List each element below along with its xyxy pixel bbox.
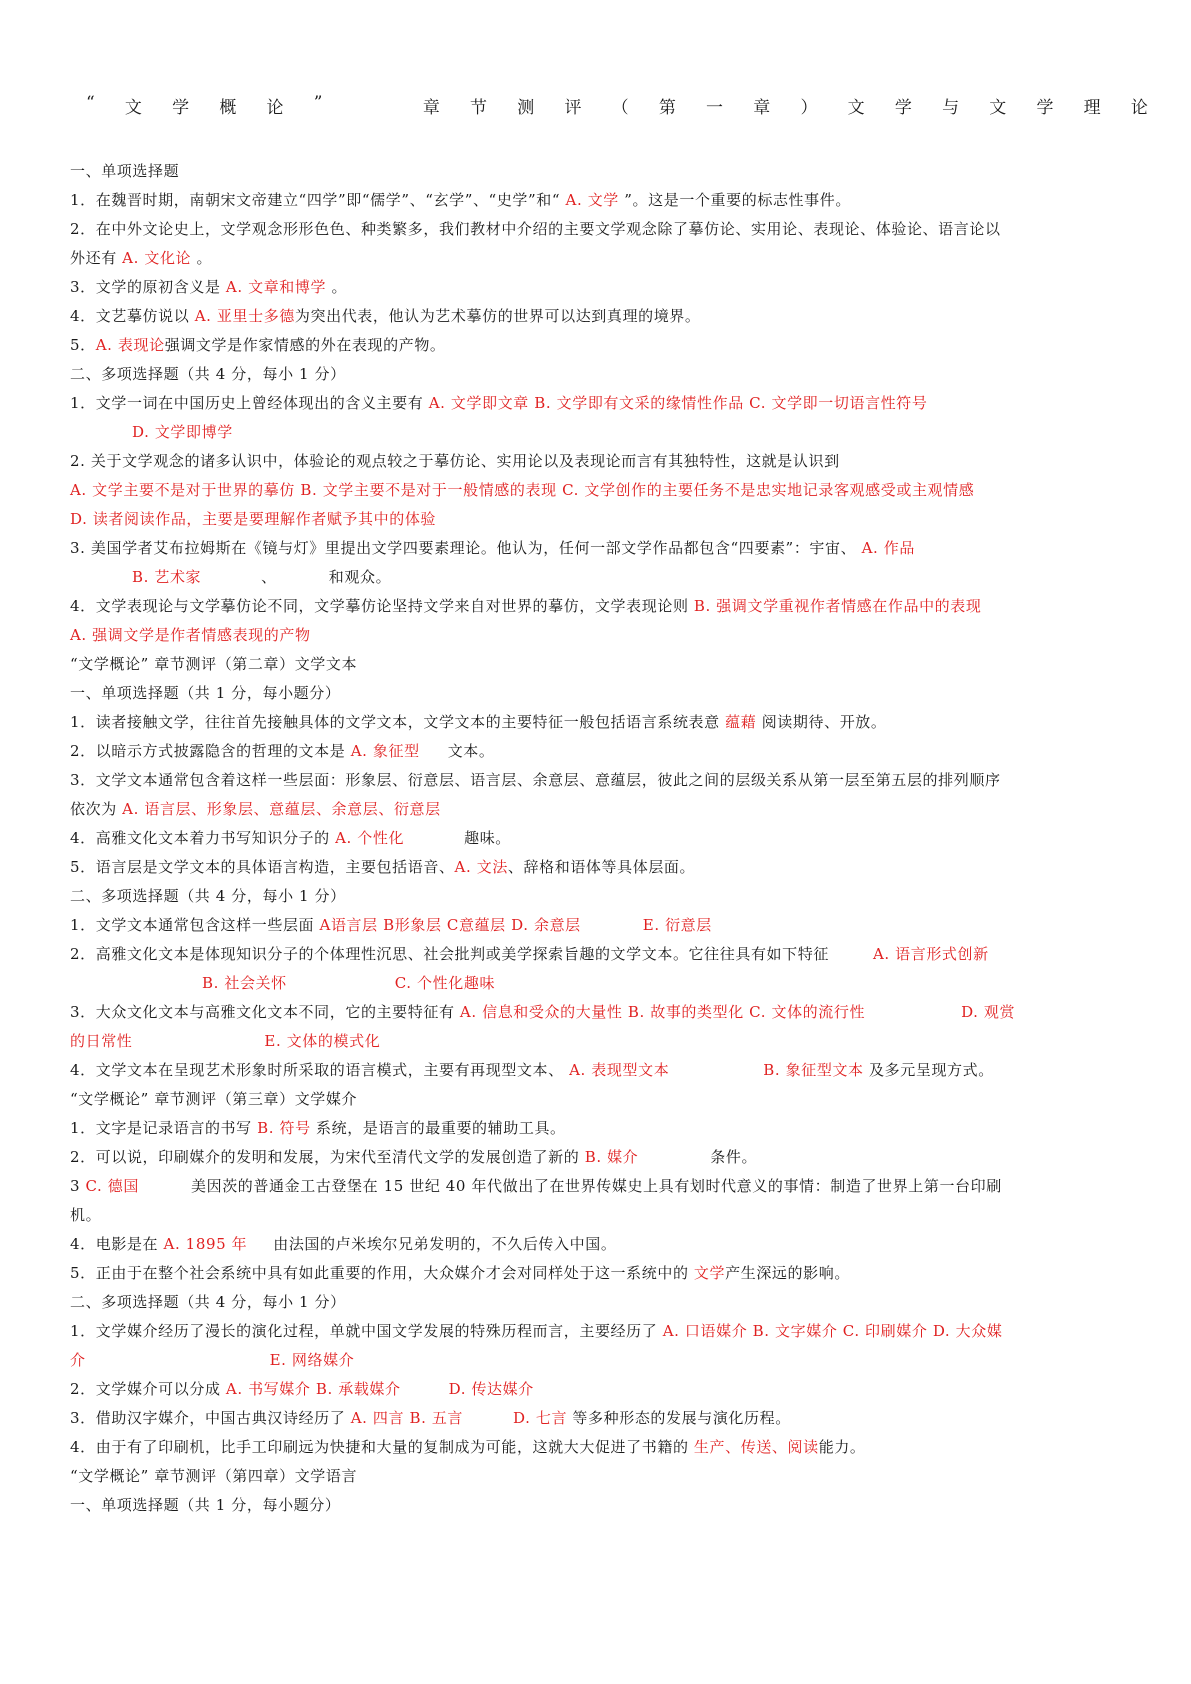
answer-text: B. 艺术家	[132, 568, 202, 586]
question-text: 二、多项选择题（共 4 分，每小 1 分）	[70, 887, 346, 905]
answer-text: E. 衍意层	[642, 916, 712, 934]
question-text: 、	[261, 568, 277, 586]
answer-text: A. 文法	[454, 858, 508, 876]
text-line	[70, 798, 1136, 819]
answer-text: 文学	[693, 1264, 726, 1282]
answer-text: A. 文学	[565, 191, 625, 209]
text-line	[70, 1320, 1136, 1341]
text-line	[70, 305, 1136, 326]
answer-text: A. 信息和受众的大量性 B. 故事的类型化 C. 文体的流行性	[459, 1003, 866, 1021]
text-line	[70, 885, 1136, 906]
text-line	[70, 1117, 1136, 1138]
question-text: 文本。	[447, 742, 495, 760]
title-char: ）	[800, 98, 818, 118]
answer-text: A. 文章和博学	[225, 278, 327, 296]
question-text: 3．借助汉字媒介，中国古典汉诗经历了	[70, 1409, 351, 1427]
question-text: 1．文学文本通常包含这样一些层面	[70, 916, 320, 934]
answer-text: A. 语言层、形象层、意蕴层、余意层、衍意层	[122, 800, 441, 818]
answer-text: A. 1895 年	[163, 1235, 248, 1253]
text-line	[70, 276, 1136, 297]
title-char: 文	[847, 98, 865, 118]
text-line	[70, 856, 1136, 877]
answer-text: A. 象征型	[350, 742, 420, 760]
question-text: 产生深远的影响。	[725, 1264, 850, 1282]
title-char: 测	[517, 98, 535, 118]
answer-text: 介	[70, 1351, 86, 1369]
title-char: 理	[1083, 98, 1101, 118]
question-text: ”。这是一个重要的标志性事件。	[624, 191, 851, 209]
answer-text: D. 观赏	[961, 1003, 1016, 1021]
answer-text: A. 表现论	[95, 336, 165, 354]
answer-text: C. 个性化趣味	[394, 974, 496, 992]
title-char: 学	[894, 98, 912, 118]
question-text: 和观众。	[328, 568, 392, 586]
question-text: 4．电影是在	[70, 1235, 164, 1253]
answer-text: D. 七言	[513, 1409, 568, 1427]
title-char: 论	[266, 98, 284, 118]
text-line	[70, 1465, 1136, 1486]
text-line	[70, 624, 1136, 645]
text-line	[70, 1262, 1136, 1283]
answer-text: A. 作品	[861, 539, 915, 557]
question-text: 1．文字是记录语言的书写	[70, 1119, 258, 1137]
answer-text: B. 媒介	[584, 1148, 639, 1166]
question-text: 及多元呈现方式。	[863, 1061, 994, 1079]
title-char: 学	[172, 98, 190, 118]
question-text: 5．语言层是文学文本的具体语言构造，主要包括语音、	[70, 858, 455, 876]
text-line	[70, 537, 1136, 558]
answer-text: 的日常性	[70, 1032, 133, 1050]
question-text: 1．在魏晋时期，南朝宋文帝建立“四学”即“儒学”、“玄学”、“史学”和“	[70, 191, 566, 209]
title-char: 文	[124, 98, 142, 118]
text-line	[70, 1175, 1136, 1196]
title-char: 一	[706, 98, 724, 118]
question-text: 等多种形态的发展与演化历程。	[567, 1409, 791, 1427]
question-text: 二、多项选择题（共 4 分，每小 1 分）	[70, 365, 346, 383]
answer-text: 生产、传送、阅读	[693, 1438, 819, 1456]
answer-text: D. 传达媒介	[448, 1380, 534, 1398]
question-text: 4．文艺摹仿说以	[70, 307, 195, 325]
text-line	[70, 595, 1136, 616]
title-char: 学	[1036, 98, 1054, 118]
text-line	[70, 566, 1136, 587]
question-text: 4．由于有了印刷机，比手工印刷远为快捷和大量的复制成为可能，这就大大促进了书籍的	[70, 1438, 694, 1456]
text-line	[70, 1494, 1136, 1515]
answer-text: A. 文学即文章 B. 文学即有文采的缘情性作品 C. 文学即一切语言性符号	[428, 394, 928, 412]
title-char: 文	[989, 98, 1007, 118]
text-line	[70, 479, 1136, 500]
title-char: 论	[1130, 98, 1148, 118]
question-text: “文学概论” 章节测评（第三章）文学媒介	[70, 1090, 358, 1108]
title-char: 第	[658, 98, 676, 118]
answer-text: D. 文学即博学	[132, 423, 233, 441]
answer-text: A. 书写媒介 B. 承载媒介	[225, 1380, 401, 1398]
text-line	[70, 1436, 1136, 1457]
question-text: 3．大众文化文本与高雅文化文本不同，它的主要特征有	[70, 1003, 460, 1021]
question-text: 。	[191, 249, 213, 267]
text-line	[70, 682, 1136, 703]
answer-text: E. 网络媒介	[269, 1351, 355, 1369]
question-text: 。	[326, 278, 348, 296]
text-line	[70, 1001, 1136, 1022]
text-line	[70, 247, 1136, 268]
text-line	[70, 740, 1136, 761]
answer-text: A. 语言形式创新	[872, 945, 989, 963]
text-line	[70, 1088, 1136, 1109]
question-text: 5．	[70, 336, 96, 354]
question-text: 一、单项选择题（共 1 分，每小题分）	[70, 1496, 341, 1514]
answer-text: B. 强调文学重视作者情感在作品中的表现	[693, 597, 982, 615]
title-char: 与	[942, 98, 960, 118]
text-line	[70, 1233, 1136, 1254]
text-line	[70, 1349, 1136, 1370]
question-text: 二、多项选择题（共 4 分，每小 1 分）	[70, 1293, 346, 1311]
text-line	[70, 1204, 1136, 1225]
answer-text: 蕴藉	[725, 713, 757, 731]
text-line	[70, 653, 1136, 674]
text-line	[70, 508, 1136, 529]
question-text: 依次为	[70, 800, 123, 818]
question-text: 、辞格和语体等具体层面。	[507, 858, 696, 876]
answer-text: E. 文体的模式化	[264, 1032, 381, 1050]
answer-text: A. 四言 B. 五言	[350, 1409, 464, 1427]
question-text: 能力。	[818, 1438, 866, 1456]
question-text: 4．高雅文化文本着力书写知识分子的	[70, 829, 336, 847]
title-char: 评	[564, 98, 582, 118]
text-line	[70, 1378, 1136, 1399]
question-text: 由法国的卢米埃尔兄弟发明的，不久后传入中国。	[273, 1235, 617, 1253]
question-text: 阅读期待、开放。	[756, 713, 887, 731]
question-text: 1．文学媒介经历了漫长的演化过程，单就中国文学发展的特殊历程而言，主要经历了	[70, 1322, 663, 1340]
question-text: “文学概论” 章节测评（第二章）文学文本	[70, 655, 358, 673]
question-text: 机。	[70, 1206, 102, 1224]
question-text: 2．在中外文论史上，文学观念形形色色、种类繁多，我们教材中介绍的主要文学观念除了摹仿论、实用论、表现论、体验论、语言论以	[70, 220, 1001, 238]
question-text: “文学概论” 章节测评（第四章）文学语言	[70, 1467, 358, 1485]
question-text: 2. 关于文学观念的诸多认识中，体验论的观点较之于摹仿论、实用论以及表现论而言有其独特性，这就是认识到	[70, 452, 840, 470]
question-text: 4．文学文本在呈现艺术形象时所采取的语言模式，主要有再现型文本、	[70, 1061, 570, 1079]
question-text: 强调文学是作家情感的外在表现的产物。	[164, 336, 446, 354]
answer-text: A. 个性化	[335, 829, 405, 847]
answer-text: A. 文化论	[122, 249, 192, 267]
question-text: 一、单项选择题（共 1 分，每小题分）	[70, 684, 341, 702]
title-char: 章	[422, 98, 440, 118]
question-text: 为突出代表，他认为艺术摹仿的世界可以达到真理的境界。	[294, 307, 701, 325]
text-line	[70, 769, 1136, 790]
question-text: 条件。	[710, 1148, 758, 1166]
answer-text: A. 表现型文本	[569, 1061, 670, 1079]
question-text: 2．高雅文化文本是体现知识分子的个体理性沉思、社会批判或美学探索旨趣的文学文本。它往往具有如下特征	[70, 945, 829, 963]
answer-text: A语言层 B形象层 C意蕴层 D. 余意层	[319, 916, 581, 934]
question-text: 3	[70, 1177, 86, 1195]
text-line	[70, 392, 1136, 413]
question-text: 5．正由于在整个社会系统中具有如此重要的作用，大众媒介才会对同样处于这一系统中的	[70, 1264, 694, 1282]
text-line	[70, 189, 1136, 210]
text-line	[70, 1407, 1136, 1428]
text-line	[70, 421, 1136, 442]
title-char: ”	[313, 93, 323, 113]
text-line	[70, 943, 1136, 964]
answer-text: B. 象征型文本	[763, 1061, 864, 1079]
text-line	[70, 450, 1136, 471]
text-line	[70, 1059, 1136, 1080]
answer-text: C. 德国	[85, 1177, 139, 1195]
text-line	[70, 218, 1136, 239]
question-text: 3. 美国学者艾布拉姆斯在《镜与灯》里提出文学四要素理论。他认为，任何一部文学作品都包含“四要素”：宇宙、	[70, 539, 862, 557]
text-line	[70, 914, 1136, 935]
answer-text: A. 文学主要不是对于世界的摹仿 B. 文学主要不是对于一般情感的表现 C. 文学创作的主要任务不是忠实地记录客观感受或主观情感	[70, 481, 975, 499]
question-text: 一、单项选择题	[70, 162, 180, 180]
text-line	[70, 334, 1136, 355]
answer-text: A. 亚里士多德	[194, 307, 295, 325]
question-text: 1．文学一词在中国历史上曾经体现出的含义主要有	[70, 394, 429, 412]
question-text: 外还有	[70, 249, 123, 267]
text-line	[70, 972, 1136, 993]
question-text: 趣味。	[464, 829, 511, 847]
title-char: 节	[470, 98, 488, 118]
document-title	[86, 93, 1148, 118]
text-line	[70, 1291, 1136, 1312]
question-text: 1．读者接触文学，往往首先接触具体的文学文本，文学文本的主要特征一般包括语言系统表意	[70, 713, 726, 731]
question-text: 2．文学媒介可以分成	[70, 1380, 226, 1398]
text-line	[70, 1146, 1136, 1167]
title-char: 章	[753, 98, 771, 118]
question-text: 3．文学文本通常包含着这样一些层面：形象层、衍意层、语言层、余意层、意蕴层，彼此之间的层级关系从第一层至第五层的排列顺序	[70, 771, 1001, 789]
text-line	[70, 363, 1136, 384]
answer-text: D. 读者阅读作品，主要是要理解作者赋予其中的体验	[70, 510, 437, 528]
question-text: 3．文学的原初含义是	[70, 278, 226, 296]
question-text: 2．可以说，印刷媒介的发明和发展，为宋代至清代文学的发展创造了新的	[70, 1148, 585, 1166]
question-text: 4．文学表现论与文学摹仿论不同，文学摹仿论坚持文学来自对世界的摹仿，文学表现论则	[70, 597, 694, 615]
title-char: 概	[219, 98, 237, 118]
text-line	[70, 1030, 1136, 1051]
title-char: （	[611, 98, 629, 118]
answer-text: A. 口语媒介 B. 文字媒介 C. 印刷媒介 D. 大众媒	[662, 1322, 1003, 1340]
question-text: 2．以暗示方式披露隐含的哲理的文本是	[70, 742, 351, 760]
answer-text: B. 符号	[257, 1119, 311, 1137]
text-line	[70, 827, 1136, 848]
title-char	[353, 93, 393, 118]
title-char: “	[86, 93, 95, 113]
answer-text: A. 强调文学是作者情感表现的产物	[70, 626, 311, 644]
text-line	[70, 160, 1136, 181]
question-text: 系统，是语言的最重要的辅助工具。	[310, 1119, 566, 1137]
question-text: 美因茨的普通金工古登堡在 15 世纪 40 年代做出了在世界传媒史上具有划时代意义的事情：制造了世界上第一台印刷	[191, 1177, 1002, 1195]
text-line	[70, 711, 1136, 732]
answer-text: B. 社会关怀	[202, 974, 287, 992]
